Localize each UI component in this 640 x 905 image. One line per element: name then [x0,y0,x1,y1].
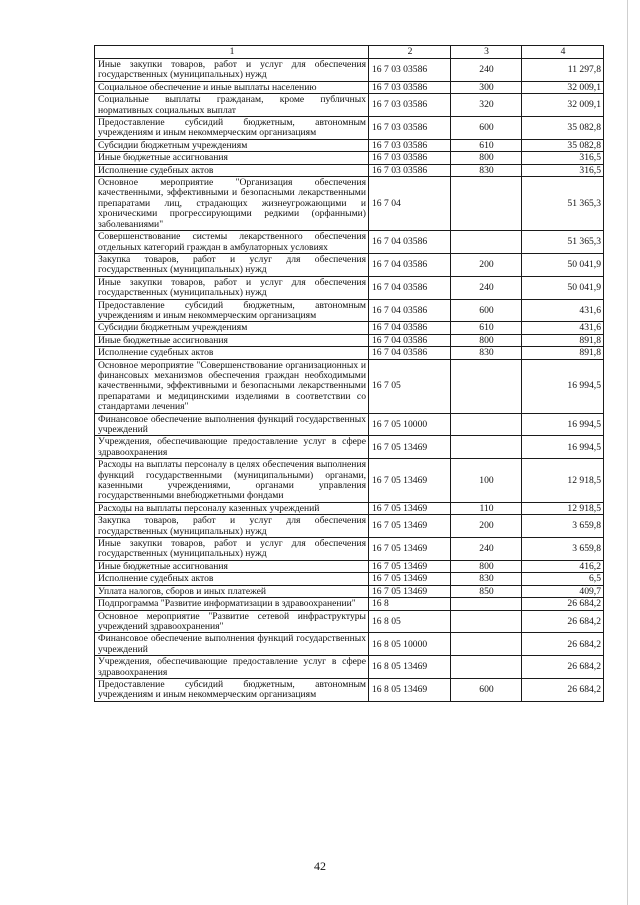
table-row [95,152,604,164]
row-code-cell: 16 7 05 13469 [369,459,451,503]
row-code-cell: 16 7 04 03586 [369,334,451,346]
table-row [95,598,604,610]
budget-table-body [95,46,604,702]
row-expense-type-cell: 800 [451,152,522,164]
row-code-cell: 16 7 05 13469 [369,560,451,572]
row-code-cell: 16 8 [369,598,451,610]
table-row [95,81,604,93]
row-name-cell: Социальные выплаты гражданам, кроме публичных нормативных социальных выплат [95,94,369,117]
row-sum-cell: 3 659,8 [522,538,604,561]
table-row [95,585,604,597]
row-expense-type-cell: 200 [451,253,522,276]
row-name-cell: Исполнение судебных актов [95,347,369,359]
row-code-cell: 16 7 05 13469 [369,538,451,561]
row-expense-type-cell [451,359,522,413]
row-sum-cell: 26 684,2 [522,633,604,656]
row-name-cell: Исполнение судебных актов [95,164,369,176]
row-code-cell: 16 7 05 13469 [369,502,451,514]
table-row [95,413,604,436]
row-sum-cell: 32 009,1 [522,81,604,93]
table-row [95,253,604,276]
row-code-cell: 16 7 04 03586 [369,347,451,359]
row-name-cell: Предоставление субсидий бюджетным, автономным учреждениям и иным некоммерческим организациям [95,117,369,140]
row-expense-type-cell [451,436,522,459]
row-expense-type-cell: 110 [451,502,522,514]
row-name-cell: Иные закупки товаров, работ и услуг для обеспечения государственных (муниципальных) нужд [95,538,369,561]
row-expense-type-cell: 240 [451,276,522,299]
row-sum-cell: 11 297,8 [522,59,604,82]
row-sum-cell: 50 041,9 [522,253,604,276]
row-expense-type-cell: 100 [451,459,522,503]
row-expense-type-cell: 800 [451,560,522,572]
row-expense-type-cell: 850 [451,585,522,597]
header-col-3: 3 [451,46,522,59]
row-sum-cell: 409,7 [522,585,604,597]
row-code-cell: 16 7 05 10000 [369,413,451,436]
row-name-cell: Финансовое обеспечение выполнения функций государственных учреждений [95,633,369,656]
row-name-cell: Предоставление субсидий бюджетным, автономным учреждениям и иным некоммерческим организациям [95,299,369,322]
row-name-cell: Закупка товаров, работ и услуг для обеспечения государственных (муниципальных) нужд [95,515,369,538]
row-expense-type-cell: 320 [451,94,522,117]
table-row [95,276,604,299]
row-name-cell: Уплата налогов, сборов и иных платежей [95,585,369,597]
row-name-cell: Иные бюджетные ассигнования [95,152,369,164]
row-code-cell: 16 7 04 03586 [369,322,451,334]
row-name-cell: Иные закупки товаров, работ и услуг для обеспечения государственных (муниципальных) нужд [95,59,369,82]
row-code-cell: 16 7 03 03586 [369,59,451,82]
row-expense-type-cell: 600 [451,299,522,322]
row-code-cell: 16 7 05 13469 [369,436,451,459]
row-sum-cell: 12 918,5 [522,459,604,503]
row-code-cell: 16 7 04 03586 [369,299,451,322]
table-row [95,359,604,413]
row-code-cell: 16 7 03 03586 [369,139,451,151]
row-sum-cell: 3 659,8 [522,515,604,538]
header-col-4: 4 [522,46,604,59]
table-row [95,678,604,701]
row-sum-cell: 16 994,5 [522,359,604,413]
row-expense-type-cell: 600 [451,678,522,701]
row-code-cell: 16 7 03 03586 [369,117,451,140]
row-sum-cell: 431,6 [522,322,604,334]
row-name-cell: Иные бюджетные ассигнования [95,334,369,346]
row-expense-type-cell [451,177,522,231]
row-code-cell: 16 7 03 03586 [369,81,451,93]
table-row [95,515,604,538]
row-sum-cell: 26 684,2 [522,598,604,610]
table-row [95,573,604,585]
row-expense-type-cell: 240 [451,59,522,82]
row-code-cell: 16 7 05 13469 [369,573,451,585]
row-expense-type-cell: 300 [451,81,522,93]
table-row [95,94,604,117]
row-name-cell: Учреждения, обеспечивающие предоставление услуг в сфере здравоохранения [95,436,369,459]
row-expense-type-cell: 830 [451,573,522,585]
row-code-cell: 16 8 05 13469 [369,656,451,679]
row-code-cell: 16 7 05 13469 [369,585,451,597]
row-sum-cell: 431,6 [522,299,604,322]
row-name-cell: Закупка товаров, работ и услуг для обеспечения государственных (муниципальных) нужд [95,253,369,276]
row-expense-type-cell [451,598,522,610]
row-sum-cell: 51 365,3 [522,177,604,231]
row-name-cell: Подпрограмма "Развитие информатизации в здравоохранении" [95,598,369,610]
table-row [95,560,604,572]
row-sum-cell: 35 082,8 [522,117,604,140]
header-col-2: 2 [369,46,451,59]
row-sum-cell: 12 918,5 [522,502,604,514]
row-sum-cell: 891,8 [522,334,604,346]
row-sum-cell: 316,5 [522,152,604,164]
row-code-cell: 16 7 05 [369,359,451,413]
row-expense-type-cell [451,610,522,633]
row-expense-type-cell: 600 [451,117,522,140]
table-row [95,538,604,561]
row-code-cell: 16 7 04 03586 [369,276,451,299]
row-name-cell: Социальное обеспечение и иные выплаты населению [95,81,369,93]
row-name-cell: Расходы на выплаты персоналу в целях обеспечения выполнения функций государственными (муниципальными) органами, казенными учреждениями, органами управления государственными внебюджетными фондами [95,459,369,503]
table-row [95,633,604,656]
row-code-cell: 16 8 05 10000 [369,633,451,656]
row-code-cell: 16 7 04 [369,177,451,231]
row-name-cell: Финансовое обеспечение выполнения функций государственных учреждений [95,413,369,436]
row-sum-cell: 51 365,3 [522,231,604,254]
row-code-cell: 16 7 03 03586 [369,164,451,176]
row-name-cell: Основное мероприятие "Организация обеспечения качественными, эффективными и безопасными лекарственными препаратами лиц, страдающих жизнеугрожающими и хроническими прогрессирующими редкими (орфанными) заболеваниями" [95,177,369,231]
row-expense-type-cell [451,656,522,679]
row-name-cell: Расходы на выплаты персоналу казенных учреждений [95,502,369,514]
row-code-cell: 16 8 05 [369,610,451,633]
table-row [95,610,604,633]
row-name-cell: Основное мероприятие "Совершенствование организационных и финансовых механизмов обеспечения граждан необходимыми качественными, эффективными и безопасными лекарственными препаратами и медицинскими изделиями в соответствии со стандартами лечения" [95,359,369,413]
row-name-cell: Учреждения, обеспечивающие предоставление услуг в сфере здравоохранения [95,656,369,679]
row-code-cell: 16 8 05 13469 [369,678,451,701]
row-name-cell: Основное мероприятие "Развитие сетевой инфраструктуры учреждений здравоохранения" [95,610,369,633]
row-sum-cell: 32 009,1 [522,94,604,117]
row-code-cell: 16 7 03 03586 [369,152,451,164]
row-expense-type-cell [451,413,522,436]
table-row [95,322,604,334]
table-row [95,139,604,151]
table-header-row [95,46,604,59]
table-row [95,231,604,254]
row-name-cell: Иные закупки товаров, работ и услуг для обеспечения государственных (муниципальных) нужд [95,276,369,299]
row-code-cell: 16 7 04 03586 [369,253,451,276]
row-expense-type-cell: 830 [451,164,522,176]
row-sum-cell: 416,2 [522,560,604,572]
table-row [95,177,604,231]
table-row [95,299,604,322]
row-sum-cell: 26 684,2 [522,678,604,701]
header-col-1: 1 [95,46,369,59]
table-row [95,334,604,346]
row-name-cell: Субсидии бюджетным учреждениям [95,322,369,334]
row-sum-cell: 26 684,2 [522,656,604,679]
row-sum-cell: 16 994,5 [522,413,604,436]
row-code-cell: 16 7 03 03586 [369,94,451,117]
table-row [95,656,604,679]
row-expense-type-cell: 610 [451,139,522,151]
row-sum-cell: 50 041,9 [522,276,604,299]
page-edge-line [627,0,628,905]
row-expense-type-cell: 800 [451,334,522,346]
row-expense-type-cell: 830 [451,347,522,359]
row-expense-type-cell: 610 [451,322,522,334]
row-expense-type-cell: 240 [451,538,522,561]
row-sum-cell: 16 994,5 [522,436,604,459]
row-name-cell: Предоставление субсидий бюджетным, автономным учреждениям и иным некоммерческим организациям [95,678,369,701]
row-name-cell: Исполнение судебных актов [95,573,369,585]
budget-table [94,45,604,702]
row-sum-cell: 891,8 [522,347,604,359]
row-code-cell: 16 7 05 13469 [369,515,451,538]
row-expense-type-cell [451,231,522,254]
row-sum-cell: 35 082,8 [522,139,604,151]
table-row [95,459,604,503]
row-name-cell: Субсидии бюджетным учреждениям [95,139,369,151]
table-row [95,59,604,82]
row-name-cell: Совершенствование системы лекарственного обеспечения отдельных категорий граждан в амбулаторных условиях [95,231,369,254]
row-expense-type-cell: 200 [451,515,522,538]
table-row [95,502,604,514]
table-row [95,347,604,359]
row-expense-type-cell [451,633,522,656]
table-row [95,164,604,176]
row-sum-cell: 316,5 [522,164,604,176]
row-sum-cell: 26 684,2 [522,610,604,633]
row-name-cell: Иные бюджетные ассигнования [95,560,369,572]
table-row [95,436,604,459]
table-row [95,117,604,140]
page-number: 42 [314,859,326,873]
row-code-cell: 16 7 04 03586 [369,231,451,254]
row-sum-cell: 6,5 [522,573,604,585]
